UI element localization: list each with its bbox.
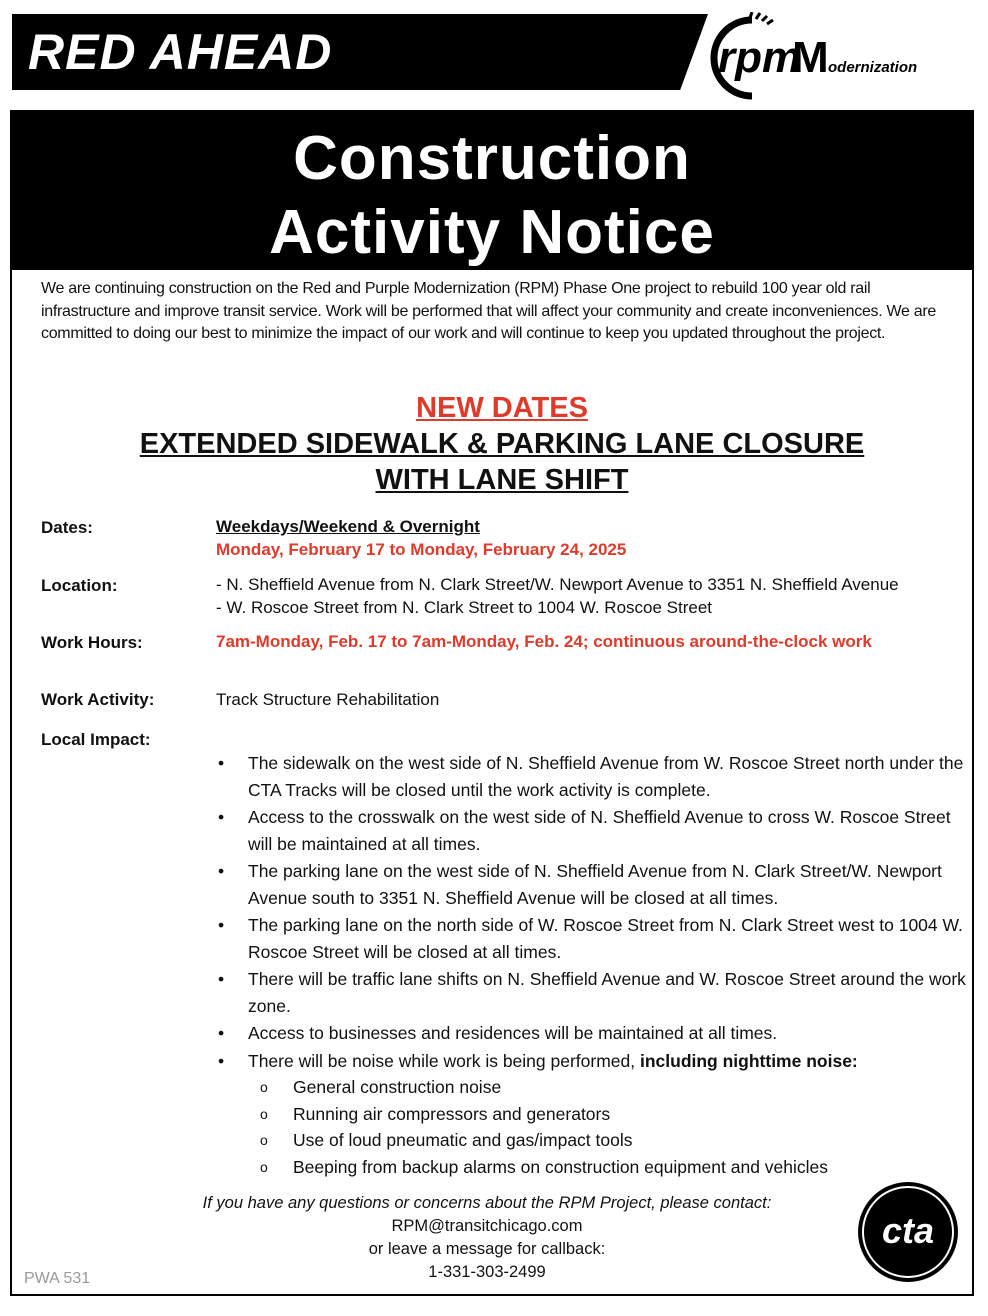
location-label: Location: [41,576,118,595]
list-item: • Access to the crosswalk on the west side of N. Sheffield Avenue to cross W. Roscoe Street will be maintained at all times. [218,807,951,854]
list-item: o General construction noise [260,1077,502,1097]
work-activity-value: Track Structure Rehabilitation [216,690,440,709]
contact-intro: If you have any questions or concerns about the RPM Project, please contact: [202,1194,772,1212]
location-value [216,574,956,619]
rpm-logo-m: M [792,33,829,82]
title-line-2: Activity Notice [269,198,715,267]
list-item: • The sidewalk on the west side of N. Sheffield Avenue from W. Roscoe Street north under the CTA Tracks will be closed until the work activity is complete. [218,753,964,800]
list-item: • The parking lane on the west side of N. Sheffield Avenue from N. Clark Street/W. Newport Avenue south to 3351 N. Sheffield Avenue will be closed at all times. [218,861,942,908]
dates-range: Monday, February 17 to Monday, February 24, 2025 [216,539,627,559]
cta-logo [856,1180,960,1284]
document-code: PWA 531 [24,1270,91,1287]
contact-callback: or leave a message for callback: [368,1240,606,1258]
work-activity-label: Work Activity: [41,690,155,709]
location-line-1: - N. Sheffield Avenue from N. Clark Street/W. Newport Avenue to 3351 N. Sheffield Avenue [216,575,899,594]
cta-logo-text: cta [881,1210,935,1251]
list-item: • Access to businesses and residences will be maintained at all times. [218,1023,778,1043]
list-item: • The parking lane on the north side of W. Roscoe Street from N. Clark Street west to 1004 W. Roscoe Street will be closed at all times. [218,915,963,962]
list-item: o Running air compressors and generators [260,1103,611,1124]
dates-value [216,516,956,561]
rpm-modernization-logo [700,12,970,102]
noise-list [248,1074,966,1180]
dates-label: Dates: [41,518,93,537]
title-line-1: Construction [293,124,691,193]
closure-heading-line-1: EXTENDED SIDEWALK & PARKING LANE CLOSURE [139,428,865,460]
impact-list [216,750,966,1181]
rpm-logo-text: rpm [718,33,802,82]
notice-title [12,112,972,270]
work-hours-label: Work Hours: [41,633,143,652]
new-dates-heading: NEW DATES [416,392,588,424]
rpm-logo-suffix: odernization [828,59,918,76]
location-line-2: - W. Roscoe Street from N. Clark Street to 1004 W. Roscoe Street [216,597,713,617]
closure-heading [30,426,974,498]
contact-block [120,1192,854,1284]
list-item: o Beeping from backup alarms on construction equipment and vehicles [260,1156,829,1177]
local-impact-label: Local Impact: [41,730,151,749]
list-item: • There will be traffic lane shifts on N. Sheffield Avenue and W. Roscoe Street around the work zone. [218,969,966,1016]
contact-phone[interactable]: 1-331-303-2499 [428,1263,546,1281]
list-item: • There will be noise while work is being performed, including nighttime noise: o General construction noise o Running air compressors and generators o Use of loud pneumatic and gas/impact tools o Beeping from backup alarms on construction equipment and vehicles [216,1048,966,1181]
intro-paragraph: We are continuing construction on the Red and Purple Modernization (RPM) Phase One project to rebuild 100 year old rail infrastructure and improve transit service. Work will be performed that will affect your community and create inconveniences. We are committed to doing our best to minimize the impact of our work and will continue to keep you updated throughout the project. [41,280,937,342]
work-hours-value: 7am-Monday, Feb. 17 to 7am-Monday, Feb. 24; continuous around-the-clock work [216,632,872,651]
list-item: o Use of loud pneumatic and gas/impact tools [260,1130,633,1150]
dates-type: Weekdays/Weekend & Overnight [216,517,480,536]
contact-email[interactable]: RPM@transitchicago.com [391,1217,583,1235]
red-ahead-logo: RED AHEAD [28,24,333,80]
closure-heading-line-2: WITH LANE SHIFT [375,464,629,496]
